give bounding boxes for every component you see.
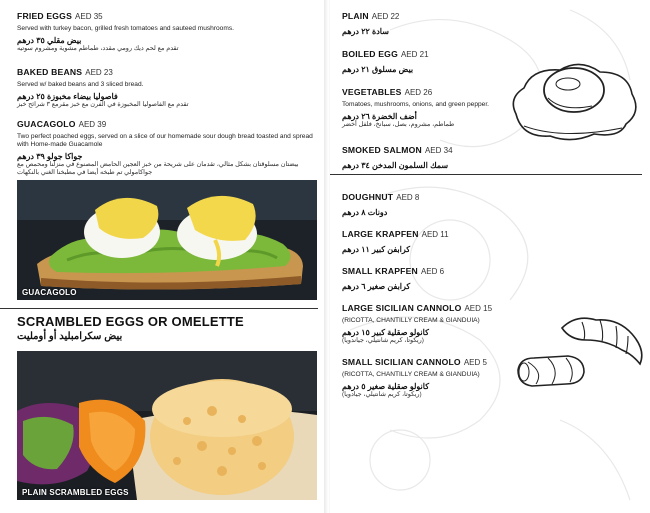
- item-description: Served with turkey bacon, grilled fresh tomatoes and sauteed mushrooms.: [17, 25, 234, 32]
- guacagolo-photo: [17, 180, 317, 300]
- photo-caption: GUACAGOLO: [22, 288, 77, 297]
- item-title-arabic: كرابفن صغير ٦ درهم: [342, 282, 411, 291]
- item-title: BAKED BEANS: [17, 67, 83, 77]
- item-description-arabic: تقدم مع الفاصوليا المخبوزة في الفرن مع خبز مقرمع ٣ شرائح خبز: [17, 101, 189, 108]
- menu-item-baked-beans: [17, 62, 317, 109]
- menu-item-doughnut: [342, 187, 642, 217]
- item-price: AED 26: [404, 88, 433, 97]
- item-title-arabic: بيض مقلي ٣٥ درهم: [17, 36, 82, 45]
- item-price: AED 5: [463, 358, 487, 367]
- item-title: SMALL SICILIAN CANNOLO: [342, 357, 461, 367]
- item-description-arabic: بيضتان مسلوقتان بشكل مثالي، تقدمان على شريحة من خبز العجين الحامض المصنوع في منزلنا ومحمص مع جواكامولي تم طبخه أيضا في مطبخنا الغني بالنكهات: [17, 161, 299, 176]
- item-price: AED 39: [78, 120, 107, 129]
- menu-item-fried-eggs: [17, 6, 317, 53]
- item-title-arabic: سمك السلمون المدخن ٣٤ درهم: [342, 161, 449, 170]
- cannolo-sketch-icon: [514, 350, 588, 392]
- item-price: AED 22: [371, 12, 400, 21]
- item-price: AED 34: [424, 146, 453, 155]
- item-title: SMOKED SALMON: [342, 145, 422, 155]
- item-title: LARGE SICILIAN CANNOLO: [342, 303, 462, 313]
- item-price: AED 8: [396, 193, 420, 202]
- item-description-arabic: طماطم، مشروم، بصل، سبانخ، فلفل أخضر: [342, 121, 455, 128]
- item-title: FRIED EGGS: [17, 11, 73, 21]
- item-title-arabic: أضف الخضرة ٢٦ درهم: [342, 112, 417, 121]
- item-title: PLAIN: [342, 11, 369, 21]
- item-description: (RICOTTA, CHANTILLY CREAM & GIANDUIA): [342, 371, 480, 378]
- item-title-arabic: كانولو صقلية كبير ١٥ درهم: [342, 328, 429, 337]
- fried-egg-sketch-icon: [502, 54, 642, 146]
- item-title-arabic: فاصوليا بيضاء مخبوزة ٢٥ درهم: [17, 92, 118, 101]
- item-description-arabic: (ريكوتا، كريم شانتيلي، جيادويا): [342, 391, 422, 398]
- photo-caption: PLAIN SCRAMBLED EGGS: [22, 488, 129, 497]
- item-price: AED 35: [75, 12, 103, 21]
- item-title-arabic: كانولو صقلية صغير ٥ درهم: [342, 382, 430, 391]
- item-description: Tomatoes, mushrooms, onions, and green pepper.: [342, 101, 489, 108]
- section-divider: [0, 308, 318, 309]
- section-divider: [330, 174, 642, 175]
- item-title: LARGE KRAPFEN: [342, 229, 419, 239]
- menu-item-small-krapfen: [342, 261, 642, 291]
- item-title-arabic: دونات ٨ درهم: [342, 208, 388, 217]
- right-menu-page: [330, 0, 650, 513]
- item-title: DOUGHNUT: [342, 192, 394, 202]
- item-title: BOILED EGG: [342, 49, 398, 59]
- scrambled-eggs-photo: [17, 351, 317, 500]
- item-description-arabic: (ريكوتا، كريم شانتيلي، جياندويا): [342, 337, 424, 344]
- item-title: SMALL KRAPFEN: [342, 266, 418, 276]
- item-description: Served w/ baked beans and 3 sliced bread.: [17, 81, 144, 88]
- item-price: AED 6: [420, 267, 445, 276]
- item-price: AED 23: [85, 68, 113, 77]
- guacagolo-illustration: [17, 180, 317, 300]
- item-price: AED 15: [464, 304, 493, 313]
- menu-item-plain: [342, 6, 642, 36]
- item-description: (RICOTTA, CHANTILLY CREAM & GIANDUIA): [342, 317, 480, 324]
- section-title-arabic: بيض سكرامبليد أو أومليت: [17, 331, 123, 342]
- item-title-arabic: بيض مسلوق ٢١ درهم: [342, 65, 414, 74]
- menu-item-large-krapfen: [342, 224, 642, 254]
- menu-item-guacagolo: [17, 114, 317, 177]
- item-title: GUACAGOLO: [17, 119, 76, 129]
- scrambled-eggs-illustration: [17, 351, 317, 500]
- item-title-arabic: كرابفن كبير ١١ درهم: [342, 245, 411, 254]
- item-price: AED 21: [400, 50, 429, 59]
- item-price: AED 11: [421, 230, 449, 239]
- item-description-arabic: تقدم مع لحم ديك رومي مقدد، طماطم مشوية ومشروم سوتيه: [17, 45, 179, 52]
- item-description: Two perfect poached eggs, served on a slice of our homemade sour dough bread toasted and spread with Home-made Guacamole: [17, 133, 313, 148]
- item-title: VEGETABLES: [342, 87, 402, 97]
- item-title-arabic: سادة ٢٢ درهم: [342, 27, 389, 36]
- section-title-scrambled: SCRAMBLED EGGS OR OMELETTE: [17, 314, 244, 329]
- item-title-arabic: جواكا جولو ٣٩ درهم: [17, 152, 83, 161]
